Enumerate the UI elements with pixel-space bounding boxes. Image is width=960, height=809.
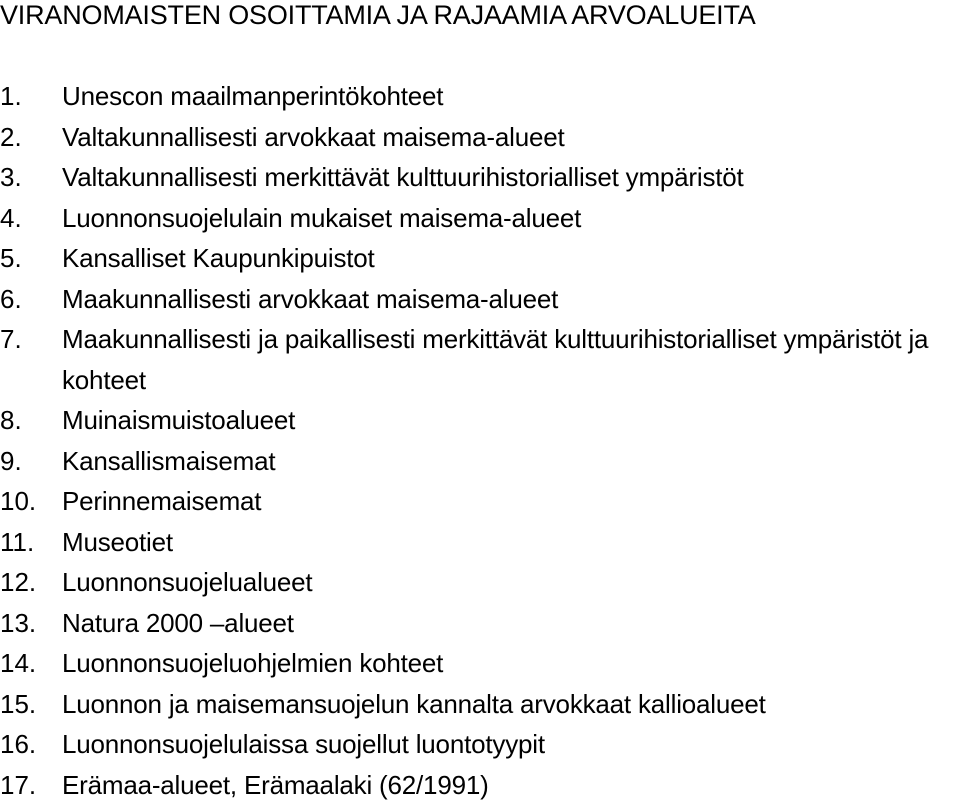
item-number: 7. (0, 324, 22, 354)
page-title: VIRANOMAISTEN OSOITTAMIA JA RAJAAMIA ARVOALUEITA (0, 0, 756, 30)
item-text: Valtakunnallisesti merkittävät kulttuurihistorialliset ympäristöt (62, 162, 744, 192)
item-number: 10. (0, 486, 37, 516)
list-item (0, 238, 960, 279)
list-item (0, 441, 960, 482)
item-number: 4. (0, 202, 22, 233)
item-number: 9. (0, 445, 22, 476)
list-item (0, 522, 960, 563)
item-number: 1. (0, 81, 22, 111)
item-text: Perinnemaisemat (62, 486, 262, 516)
list-item (0, 643, 960, 684)
list-item (0, 117, 960, 158)
item-number: 2. (0, 121, 22, 152)
item-text: Natura 2000 –alueet (62, 607, 294, 638)
list-item (0, 319, 960, 400)
item-number: 6. (0, 283, 22, 314)
item-text: Luonnonsuojelulain mukaiset maisema-alueet (62, 202, 582, 233)
item-number: 11. (0, 526, 35, 557)
item-number: 14. (0, 648, 37, 678)
item-number: 16. (0, 729, 37, 759)
item-number: 8. (0, 405, 22, 435)
item-text: Erämaa-alueet, Erämaalaki (62/1991) (62, 769, 489, 800)
list-item (0, 481, 960, 522)
item-text: Luonnon ja maisemansuojelun kannalta arvokkaat kallioalueet (62, 688, 766, 719)
list-item (0, 765, 960, 806)
item-text: Kansallismaisemat (62, 445, 276, 476)
item-text: Muinaismuistoalueet (62, 405, 296, 435)
item-text: Unescon maailmanperintökohteet (62, 81, 444, 111)
item-number: 17. (0, 769, 37, 800)
list-item (0, 279, 960, 320)
item-text: Luonnonsuojelualueet (62, 567, 313, 597)
list-item (0, 684, 960, 725)
value-areas-list (0, 76, 960, 805)
item-text: Luonnonsuojelulaissa suojellut luontotyypit (62, 729, 545, 759)
item-text: Maakunnallisesti ja paikallisesti merkittävät kulttuurihistorialliset ympäristöt ja kohteet (62, 324, 929, 395)
list-item (0, 400, 960, 441)
list-item (0, 157, 960, 198)
list-item (0, 603, 960, 644)
item-text: Luonnonsuojeluohjelmien kohteet (62, 648, 444, 678)
list-item (0, 198, 960, 239)
item-number: 5. (0, 243, 22, 273)
item-text: Valtakunnallisesti arvokkaat maisema-alueet (62, 121, 565, 152)
item-number: 3. (0, 162, 22, 192)
item-number: 13. (0, 607, 37, 638)
list-item (0, 562, 960, 603)
list-item (0, 76, 960, 117)
item-number: 15. (0, 688, 37, 719)
item-number: 12. (0, 567, 37, 597)
item-text: Museotiet (62, 526, 173, 557)
item-text: Kansalliset Kaupunkipuistot (62, 243, 375, 273)
item-text: Maakunnallisesti arvokkaat maisema-alueet (62, 283, 559, 314)
list-item (0, 724, 960, 765)
